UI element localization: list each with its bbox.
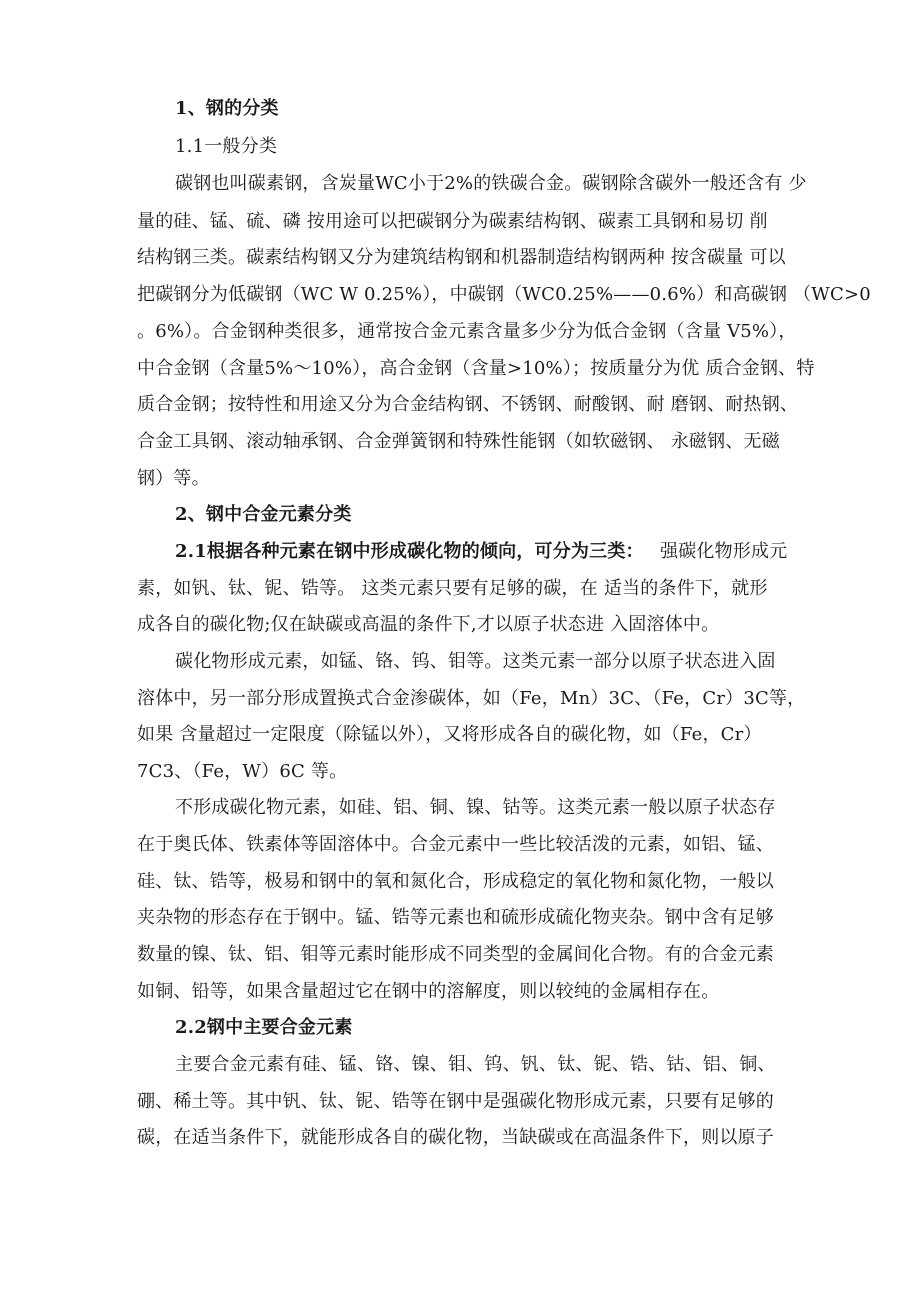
paragraph-line: 碳钢也叫碳素钢，含炭量WC小于2%的铁碳合金。碳钢除含碳外一般还含有 少: [175, 173, 807, 194]
paragraph-line: 碳化物形成元素，如锰、铬、钨、钼等。这类元素一部分以原子状态进入固: [175, 651, 776, 672]
paragraph-line: 数量的镍、钛、铝、钼等元素时能形成不同类型的金属间化合物。有的合金元素: [137, 944, 774, 965]
paragraph-line: 强碳化物形成元: [660, 541, 788, 562]
paragraph-line: 量的硅、锰、硫、磷 按用途可以把碳钢分为碳素结构钢、碳素工具钢和易切 削: [137, 211, 768, 232]
heading-steel-classification: 1、钢的分类: [175, 98, 279, 119]
paragraph-line: 中合金钢（含量5%〜10%），高合金钢（含量>10%）；按质量分为优 质合金钢、特: [137, 358, 815, 379]
paragraph-line: 碳，在适当条件下，就能形成各自的碳化物，当缺碳或在高温条件下，则以原子: [137, 1127, 774, 1148]
heading-alloy-element-classification: 2、钢中合金元素分类: [175, 504, 352, 525]
paragraph-line: 不形成碳化物元素，如硅、铝、铜、镍、钴等。这类元素一般以原子状态存: [175, 797, 776, 818]
paragraph-line: 夹杂物的形态存在于钢中。锰、锆等元素也和硫形成硫化物夹杂。钢中含有足够: [137, 907, 774, 928]
paragraph-line: 结构钢三类。碳素结构钢又分为建筑结构钢和机器制造结构钢两种 按含碳量 可以: [137, 247, 786, 268]
paragraph-line: 成各自的碳化物;仅在缺碳或高温的条件下,才以原子状态进 入固溶体中。: [137, 614, 720, 635]
paragraph-line: 在于奥氏体、铁素体等固溶体中。合金元素中一些比较活泼的元素，如铝、锰、: [137, 834, 774, 855]
paragraph-line: 钢）等。: [137, 468, 210, 489]
paragraph-line: 硼、稀土等。其中钒、钛、铌、锆等在钢中是强碳化物形成元素，只要有足够的: [137, 1091, 774, 1112]
paragraph-line: 硅、钛、锆等，极易和钢中的氧和氮化合，形成稳定的氧化物和氮化物，一般以: [137, 871, 774, 892]
paragraph-line: 溶体中，另一部分形成置换式合金渗碳体，如（Fe，Mn）3C、（Fe，Cr）3C等，: [137, 688, 806, 709]
paragraph-line: 如果 含量超过一定限度（除锰以外），又将形成各自的碳化物，如（Fe，Cr）: [137, 724, 762, 745]
subheading-main-alloy-elements: 2.2钢中主要合金元素: [175, 1017, 353, 1038]
subheading-general-classification: 1.1一般分类: [175, 136, 278, 157]
paragraph-line: 质合金钢；按特性和用途又分为合金结构钢、不锈钢、耐酸钢、耐 磨钢、耐热钢、: [137, 394, 799, 415]
paragraph-line: 素，如钒、钛、铌、锆等。 这类元素只要有足够的碳，在 适当的条件下，就形: [137, 578, 768, 599]
paragraph-line: 。6%）。合金钢种类很多，通常按合金元素含量多少分为低合金钢（含量 V5%），: [137, 321, 797, 342]
paragraph-line: 合金工具钢、滚动轴承钢、合金弹簧钢和特殊性能钢（如软磁钢、 永磁钢、无磁: [137, 431, 780, 452]
paragraph-line: 7C3、（Fe，W）6C 等。: [137, 761, 348, 782]
paragraph-line: 如铜、铅等，如果含量超过它在钢中的溶解度，则以较纯的金属相存在。: [137, 981, 720, 1002]
subheading-carbide-tendency: 2.1根据各种元素在钢中形成碳化物的倾向，可分为三类：: [175, 541, 644, 562]
paragraph-line: 把碳钢分为低碳钢（WC W 0.25%），中碳钢（WC0.25%——0.6%）和高碳钢 （WC>0: [137, 284, 871, 305]
paragraph-line: 主要合金元素有硅、锰、铬、镍、钼、钨、钒、钛、铌、锆、钴、铝、铜、: [175, 1054, 776, 1075]
